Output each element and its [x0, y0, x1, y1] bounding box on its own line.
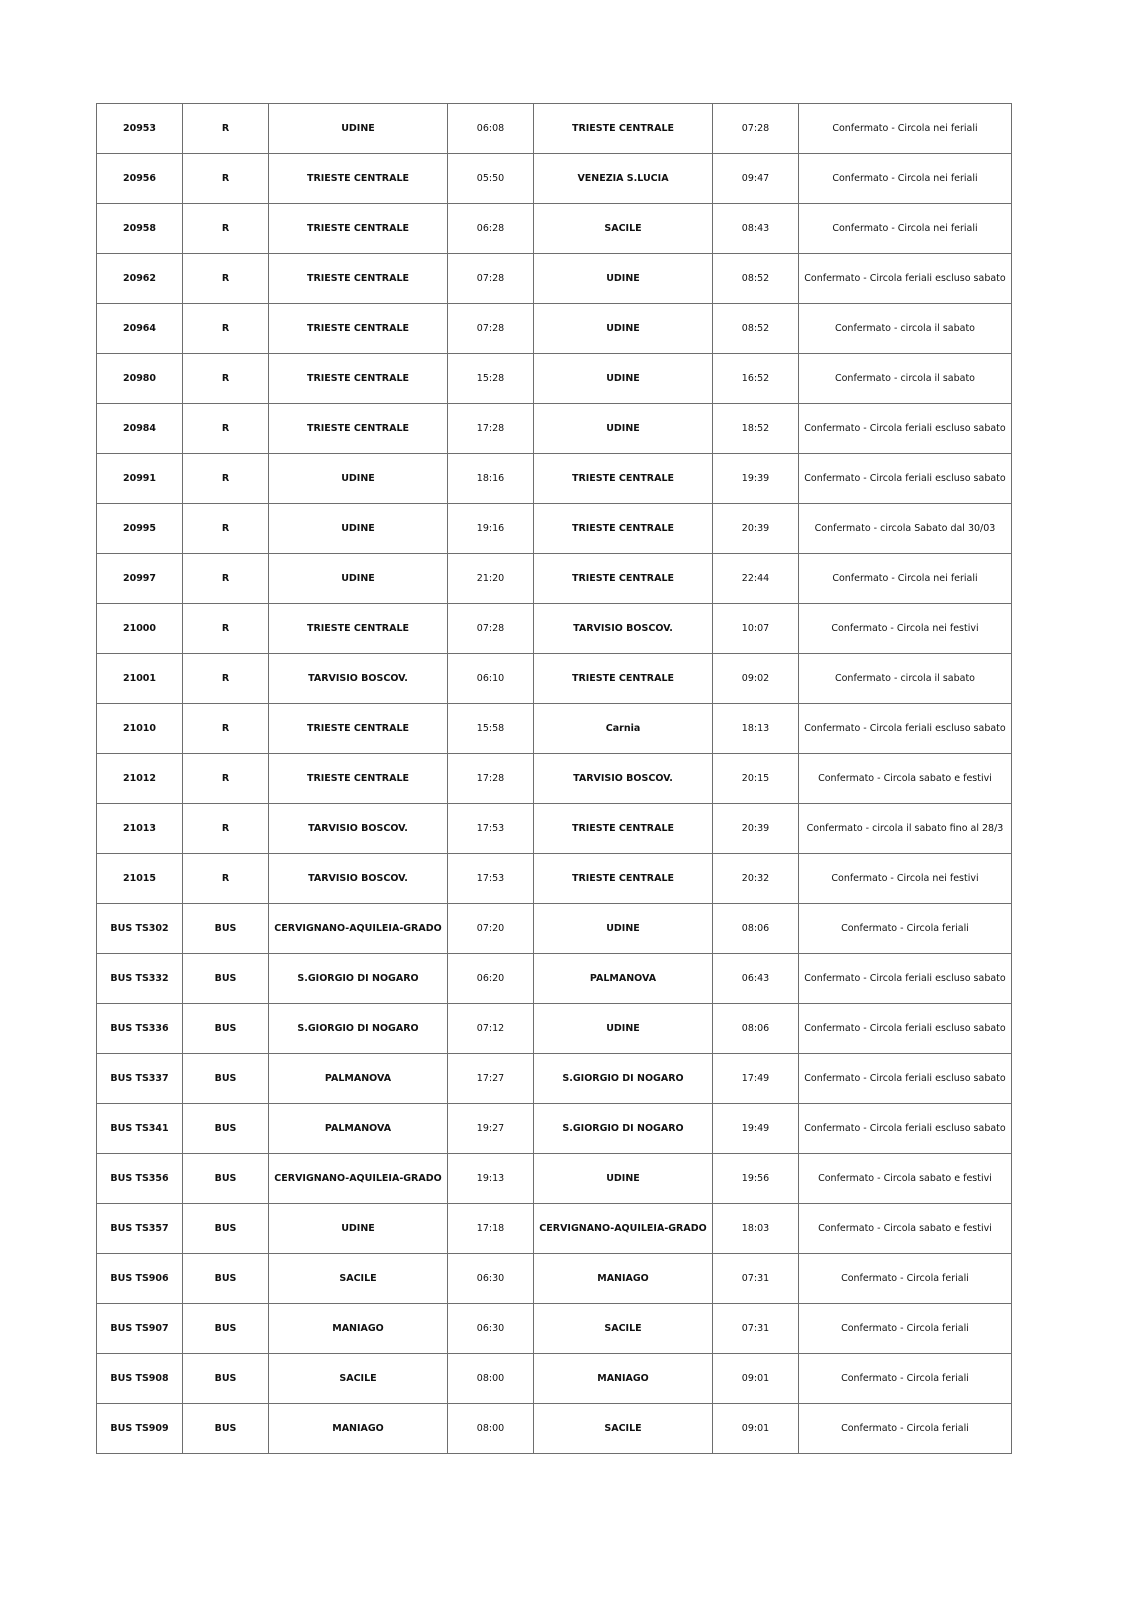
cell-destination: UDINE: [534, 904, 713, 954]
cell-number: 20958: [97, 204, 183, 254]
cell-destination: TRIESTE CENTRALE: [534, 654, 713, 704]
cell-departure: 08:00: [448, 1354, 534, 1404]
table-row: [97, 404, 1012, 454]
cell-note: Confermato - circola Sabato dal 30/03: [799, 504, 1012, 554]
cell-arrival: 09:47: [713, 154, 799, 204]
cell-destination: TRIESTE CENTRALE: [534, 854, 713, 904]
cell-origin: TRIESTE CENTRALE: [269, 154, 448, 204]
table-row: [97, 454, 1012, 504]
cell-type: BUS: [183, 1404, 269, 1454]
cell-note: Confermato - Circola feriali escluso sabato: [799, 254, 1012, 304]
cell-note: Confermato - Circola sabato e festivi: [799, 754, 1012, 804]
cell-destination: SACILE: [534, 1304, 713, 1354]
cell-origin: TRIESTE CENTRALE: [269, 354, 448, 404]
cell-note: Confermato - Circola feriali: [799, 1304, 1012, 1354]
cell-departure: 17:27: [448, 1054, 534, 1104]
cell-arrival: 07:31: [713, 1254, 799, 1304]
cell-note: Confermato - Circola feriali: [799, 1404, 1012, 1454]
cell-arrival: 07:28: [713, 104, 799, 154]
table-row: [97, 1054, 1012, 1104]
cell-arrival: 20:15: [713, 754, 799, 804]
cell-type: R: [183, 204, 269, 254]
cell-departure: 06:20: [448, 954, 534, 1004]
table-row: [97, 254, 1012, 304]
table-row: [97, 104, 1012, 154]
table-row: [97, 154, 1012, 204]
cell-destination: CERVIGNANO-AQUILEIA-GRADO: [534, 1204, 713, 1254]
cell-departure: 08:00: [448, 1404, 534, 1454]
table-row: [97, 354, 1012, 404]
cell-departure: 21:20: [448, 554, 534, 604]
cell-number: BUS TS357: [97, 1204, 183, 1254]
cell-origin: PALMANOVA: [269, 1054, 448, 1104]
cell-arrival: 19:49: [713, 1104, 799, 1154]
cell-number: 20984: [97, 404, 183, 454]
cell-origin: TRIESTE CENTRALE: [269, 604, 448, 654]
cell-destination: TRIESTE CENTRALE: [534, 804, 713, 854]
cell-arrival: 20:39: [713, 804, 799, 854]
cell-departure: 19:13: [448, 1154, 534, 1204]
table-row: [97, 754, 1012, 804]
cell-arrival: 10:07: [713, 604, 799, 654]
cell-destination: TRIESTE CENTRALE: [534, 104, 713, 154]
cell-arrival: 19:56: [713, 1154, 799, 1204]
cell-destination: TRIESTE CENTRALE: [534, 454, 713, 504]
cell-arrival: 22:44: [713, 554, 799, 604]
cell-type: BUS: [183, 1054, 269, 1104]
cell-departure: 06:10: [448, 654, 534, 704]
cell-type: BUS: [183, 1004, 269, 1054]
cell-arrival: 18:52: [713, 404, 799, 454]
cell-type: R: [183, 854, 269, 904]
cell-destination: PALMANOVA: [534, 954, 713, 1004]
cell-type: R: [183, 504, 269, 554]
cell-number: BUS TS302: [97, 904, 183, 954]
cell-destination: UDINE: [534, 1154, 713, 1204]
cell-number: 20991: [97, 454, 183, 504]
cell-arrival: 19:39: [713, 454, 799, 504]
table-row: [97, 1104, 1012, 1154]
cell-type: BUS: [183, 1154, 269, 1204]
cell-note: Confermato - Circola sabato e festivi: [799, 1204, 1012, 1254]
cell-note: Confermato - Circola feriali escluso sabato: [799, 454, 1012, 504]
cell-note: Confermato - Circola nei feriali: [799, 554, 1012, 604]
cell-type: R: [183, 604, 269, 654]
cell-note: Confermato - Circola nei festivi: [799, 854, 1012, 904]
cell-note: Confermato - Circola nei feriali: [799, 104, 1012, 154]
table-row: [97, 654, 1012, 704]
cell-origin: SACILE: [269, 1354, 448, 1404]
cell-note: Confermato - Circola feriali escluso sabato: [799, 704, 1012, 754]
cell-origin: UDINE: [269, 104, 448, 154]
cell-number: BUS TS332: [97, 954, 183, 1004]
table-row: [97, 1004, 1012, 1054]
cell-departure: 17:53: [448, 854, 534, 904]
cell-arrival: 17:49: [713, 1054, 799, 1104]
cell-number: 21013: [97, 804, 183, 854]
cell-origin: MANIAGO: [269, 1404, 448, 1454]
cell-arrival: 08:52: [713, 254, 799, 304]
cell-destination: UDINE: [534, 304, 713, 354]
cell-origin: TARVISIO BOSCOV.: [269, 854, 448, 904]
cell-number: 21015: [97, 854, 183, 904]
cell-note: Confermato - Circola feriali: [799, 1354, 1012, 1404]
cell-type: R: [183, 654, 269, 704]
cell-departure: 19:27: [448, 1104, 534, 1154]
cell-number: 20956: [97, 154, 183, 204]
cell-departure: 07:20: [448, 904, 534, 954]
cell-number: BUS TS909: [97, 1404, 183, 1454]
cell-destination: SACILE: [534, 1404, 713, 1454]
cell-number: BUS TS356: [97, 1154, 183, 1204]
cell-number: BUS TS908: [97, 1354, 183, 1404]
table-row: [97, 554, 1012, 604]
cell-origin: TARVISIO BOSCOV.: [269, 654, 448, 704]
cell-number: 21010: [97, 704, 183, 754]
table-row: [97, 604, 1012, 654]
cell-number: 20964: [97, 304, 183, 354]
cell-note: Confermato - Circola sabato e festivi: [799, 1154, 1012, 1204]
cell-note: Confermato - circola il sabato: [799, 304, 1012, 354]
cell-origin: S.GIORGIO DI NOGARO: [269, 954, 448, 1004]
cell-departure: 06:30: [448, 1254, 534, 1304]
cell-departure: 17:53: [448, 804, 534, 854]
cell-departure: 15:28: [448, 354, 534, 404]
cell-departure: 15:58: [448, 704, 534, 754]
cell-origin: UDINE: [269, 1204, 448, 1254]
cell-arrival: 20:32: [713, 854, 799, 904]
cell-number: 20997: [97, 554, 183, 604]
cell-number: BUS TS907: [97, 1304, 183, 1354]
table-row: [97, 954, 1012, 1004]
cell-destination: UDINE: [534, 254, 713, 304]
table-row: [97, 1154, 1012, 1204]
cell-arrival: 08:06: [713, 1004, 799, 1054]
cell-origin: TARVISIO BOSCOV.: [269, 804, 448, 854]
cell-number: 21012: [97, 754, 183, 804]
cell-type: R: [183, 554, 269, 604]
table-row: [97, 504, 1012, 554]
cell-arrival: 07:31: [713, 1304, 799, 1354]
cell-type: R: [183, 404, 269, 454]
cell-arrival: 06:43: [713, 954, 799, 1004]
timetable-body: [97, 104, 1012, 1454]
cell-type: R: [183, 704, 269, 754]
cell-destination: UDINE: [534, 1004, 713, 1054]
table-row: [97, 854, 1012, 904]
cell-origin: TRIESTE CENTRALE: [269, 304, 448, 354]
table-row: [97, 1354, 1012, 1404]
cell-departure: 07:28: [448, 604, 534, 654]
cell-number: BUS TS337: [97, 1054, 183, 1104]
cell-note: Confermato - circola il sabato: [799, 354, 1012, 404]
cell-origin: TRIESTE CENTRALE: [269, 704, 448, 754]
cell-number: 20962: [97, 254, 183, 304]
cell-number: 20953: [97, 104, 183, 154]
cell-note: Confermato - Circola nei feriali: [799, 204, 1012, 254]
cell-destination: TRIESTE CENTRALE: [534, 504, 713, 554]
cell-destination: VENEZIA S.LUCIA: [534, 154, 713, 204]
table-row: [97, 1254, 1012, 1304]
cell-arrival: 20:39: [713, 504, 799, 554]
cell-type: R: [183, 804, 269, 854]
cell-destination: UDINE: [534, 354, 713, 404]
cell-departure: 05:50: [448, 154, 534, 204]
cell-destination: S.GIORGIO DI NOGARO: [534, 1054, 713, 1104]
cell-number: 21000: [97, 604, 183, 654]
cell-destination: TARVISIO BOSCOV.: [534, 754, 713, 804]
cell-type: R: [183, 754, 269, 804]
table-row: [97, 804, 1012, 854]
cell-origin: TRIESTE CENTRALE: [269, 754, 448, 804]
cell-note: Confermato - circola il sabato fino al 28/3: [799, 804, 1012, 854]
cell-arrival: 18:03: [713, 1204, 799, 1254]
cell-destination: Carnia: [534, 704, 713, 754]
cell-arrival: 18:13: [713, 704, 799, 754]
cell-destination: SACILE: [534, 204, 713, 254]
cell-type: BUS: [183, 1104, 269, 1154]
cell-arrival: 09:01: [713, 1404, 799, 1454]
cell-origin: SACILE: [269, 1254, 448, 1304]
timetable: [96, 103, 1012, 1454]
cell-departure: 07:28: [448, 254, 534, 304]
cell-type: BUS: [183, 954, 269, 1004]
cell-type: BUS: [183, 1204, 269, 1254]
cell-number: 20995: [97, 504, 183, 554]
cell-type: BUS: [183, 904, 269, 954]
table-row: [97, 704, 1012, 754]
cell-number: BUS TS906: [97, 1254, 183, 1304]
cell-arrival: 09:01: [713, 1354, 799, 1404]
cell-departure: 18:16: [448, 454, 534, 504]
cell-origin: UDINE: [269, 554, 448, 604]
cell-type: R: [183, 154, 269, 204]
cell-origin: UDINE: [269, 454, 448, 504]
cell-origin: TRIESTE CENTRALE: [269, 204, 448, 254]
table-row: [97, 204, 1012, 254]
cell-note: Confermato - Circola nei feriali: [799, 154, 1012, 204]
cell-destination: TARVISIO BOSCOV.: [534, 604, 713, 654]
cell-departure: 19:16: [448, 504, 534, 554]
cell-note: Confermato - Circola feriali escluso sabato: [799, 1104, 1012, 1154]
cell-departure: 17:18: [448, 1204, 534, 1254]
cell-departure: 17:28: [448, 754, 534, 804]
cell-departure: 07:12: [448, 1004, 534, 1054]
cell-origin: TRIESTE CENTRALE: [269, 404, 448, 454]
cell-number: 20980: [97, 354, 183, 404]
cell-origin: PALMANOVA: [269, 1104, 448, 1154]
cell-note: Confermato - Circola feriali escluso sabato: [799, 1054, 1012, 1104]
table-row: [97, 304, 1012, 354]
cell-type: BUS: [183, 1254, 269, 1304]
cell-destination: TRIESTE CENTRALE: [534, 554, 713, 604]
cell-number: BUS TS336: [97, 1004, 183, 1054]
cell-note: Confermato - Circola feriali: [799, 904, 1012, 954]
cell-departure: 06:28: [448, 204, 534, 254]
cell-type: R: [183, 104, 269, 154]
cell-note: Confermato - Circola feriali escluso sabato: [799, 1004, 1012, 1054]
table-row: [97, 1404, 1012, 1454]
cell-type: BUS: [183, 1354, 269, 1404]
table-row: [97, 904, 1012, 954]
cell-origin: CERVIGNANO-AQUILEIA-GRADO: [269, 904, 448, 954]
cell-origin: TRIESTE CENTRALE: [269, 254, 448, 304]
cell-departure: 06:08: [448, 104, 534, 154]
cell-arrival: 08:52: [713, 304, 799, 354]
cell-number: BUS TS341: [97, 1104, 183, 1154]
cell-departure: 06:30: [448, 1304, 534, 1354]
cell-arrival: 09:02: [713, 654, 799, 704]
cell-departure: 07:28: [448, 304, 534, 354]
cell-destination: UDINE: [534, 404, 713, 454]
cell-type: BUS: [183, 1304, 269, 1354]
cell-note: Confermato - circola il sabato: [799, 654, 1012, 704]
cell-destination: MANIAGO: [534, 1354, 713, 1404]
cell-destination: MANIAGO: [534, 1254, 713, 1304]
table-row: [97, 1304, 1012, 1354]
cell-origin: CERVIGNANO-AQUILEIA-GRADO: [269, 1154, 448, 1204]
cell-origin: UDINE: [269, 504, 448, 554]
cell-arrival: 08:43: [713, 204, 799, 254]
cell-note: Confermato - Circola feriali: [799, 1254, 1012, 1304]
cell-type: R: [183, 454, 269, 504]
cell-origin: MANIAGO: [269, 1304, 448, 1354]
table-row: [97, 1204, 1012, 1254]
cell-type: R: [183, 254, 269, 304]
cell-number: 21001: [97, 654, 183, 704]
cell-type: R: [183, 304, 269, 354]
cell-departure: 17:28: [448, 404, 534, 454]
cell-origin: S.GIORGIO DI NOGARO: [269, 1004, 448, 1054]
cell-note: Confermato - Circola nei festivi: [799, 604, 1012, 654]
cell-destination: S.GIORGIO DI NOGARO: [534, 1104, 713, 1154]
cell-note: Confermato - Circola feriali escluso sabato: [799, 404, 1012, 454]
cell-type: R: [183, 354, 269, 404]
cell-arrival: 08:06: [713, 904, 799, 954]
cell-arrival: 16:52: [713, 354, 799, 404]
cell-note: Confermato - Circola feriali escluso sabato: [799, 954, 1012, 1004]
